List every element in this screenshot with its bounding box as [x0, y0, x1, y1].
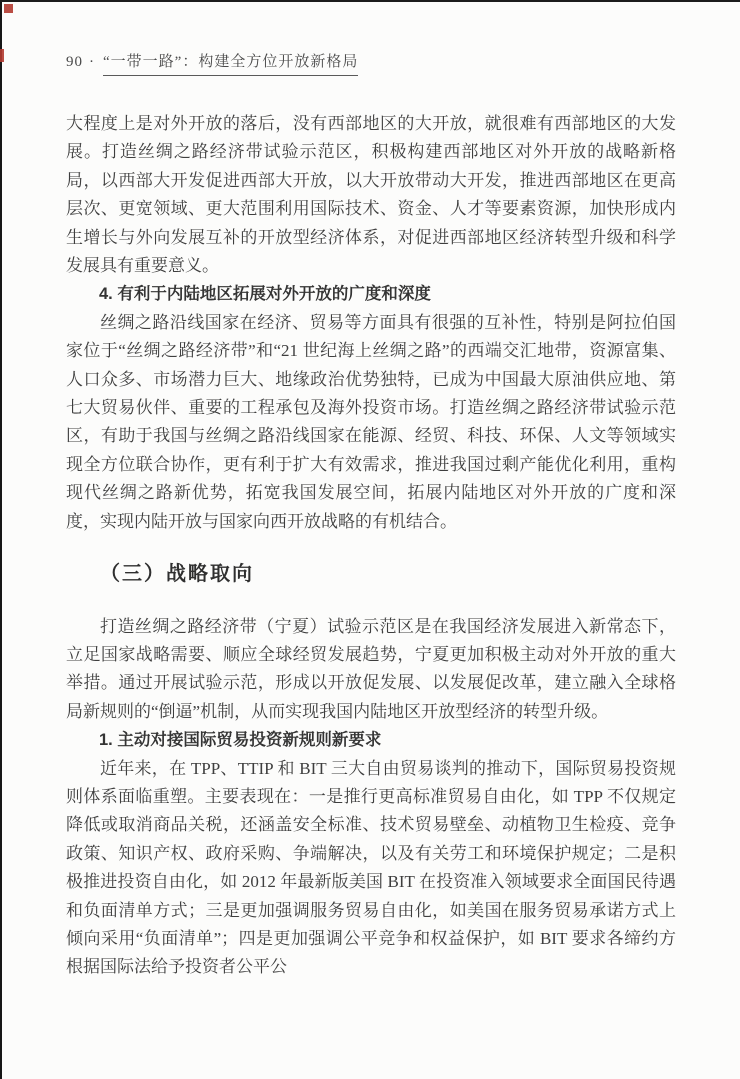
paragraph: 打造丝绸之路经济带（宁夏）试验示范区是在我国经济发展进入新常态下，立足国家战略需要、顺应全球经贸发展趋势，宁夏更加积极主动对外开放的重大举措。通过开展试验示范，形成以开放促发展、以发展促改革，建立融入全球格局新规则的“倒逼”机制，从而实现我国内陆地区开放型经济的转型升级。: [66, 616, 676, 721]
page-content: [66, 110, 676, 982]
numbered-heading: 1. 主动对接国际贸易投资新规则新要求: [99, 731, 382, 750]
header-separator: ·: [89, 54, 95, 70]
scan-edge-top: [0, 0, 740, 2]
numbered-heading: 4. 有利于内陆地区拓展对外开放的广度和深度: [99, 285, 431, 304]
book-title: “一带一路”：构建全方位开放新格局: [103, 50, 358, 76]
scan-edge-left: [0, 0, 2, 1079]
running-header: [66, 50, 676, 76]
paragraph: 丝绸之路沿线国家在经济、贸易等方面具有很强的互补性，特别是阿拉伯国家位于“丝绸之路经济带”和“21 世纪海上丝绸之路”的西端交汇地带，资源富集、人口众多、市场潜力巨大、地缘政治优势独特，已成为中国最大原油供应地、第七大贸易伙伴、重要的工程承包及海外投资市场。打造丝绸之路经济带试验示范区，有助于我国与丝绸之路沿线国家在能源、经贸、科技、环保、人文等领域实现全方位联合协作，更有利于扩大有效需求，推进我国过剩产能优化利用，重构现代丝绸之路新优势，拓宽我国发展空间，拓展内陆地区对外开放的广度和深度，实现内陆开放与国家向西开放战略的有机结合。: [66, 312, 676, 531]
paragraph: 近年来，在 TPP、TTIP 和 BIT 三大自由贸易谈判的推动下，国际贸易投资规则体系面临重塑。主要表现在：一是推行更高标准贸易自由化，如 TPP 不仅规定降低或取消商品关税，还涵盖安全标准、技术贸易壁垒、动植物卫生检疫、竞争政策、知识产权、政府采购、争端解决，以及有关劳工和环境保护规定；二是积极推进投资自由化，如 2012 年最新版美国 BIT 在投资准入领域要求全面国民待遇和负面清单方式；三是更加强调服务贸易自由化，如美国在服务贸易承诺方式上倾向采用“负面清单”；四是更加强调公平竞争和权益保护，如 BIT 要求各缔约方根据国际法给予投资者公平公: [66, 758, 676, 977]
red-scan-mark-corner: [4, 4, 13, 13]
red-scan-mark-edge: [0, 49, 4, 62]
section-heading: （三）战略取向: [100, 563, 254, 586]
page-number: 90: [66, 54, 83, 70]
paragraph: 大程度上是对外开放的落后，没有西部地区的大开放，就很难有西部地区的大发展。打造丝绸之路经济带试验示范区，积极构建西部地区对外开放的战略新格局，以西部大开发促进西部大开放，以大开放带动大开发，推进西部地区在更高层次、更宽领域、更大范围利用国际技术、资金、人才等要素资源，加快形成内生增长与外向发展互补的开放型经济体系，对促进西部地区经济转型升级和科学发展具有重要意义。: [66, 114, 676, 276]
